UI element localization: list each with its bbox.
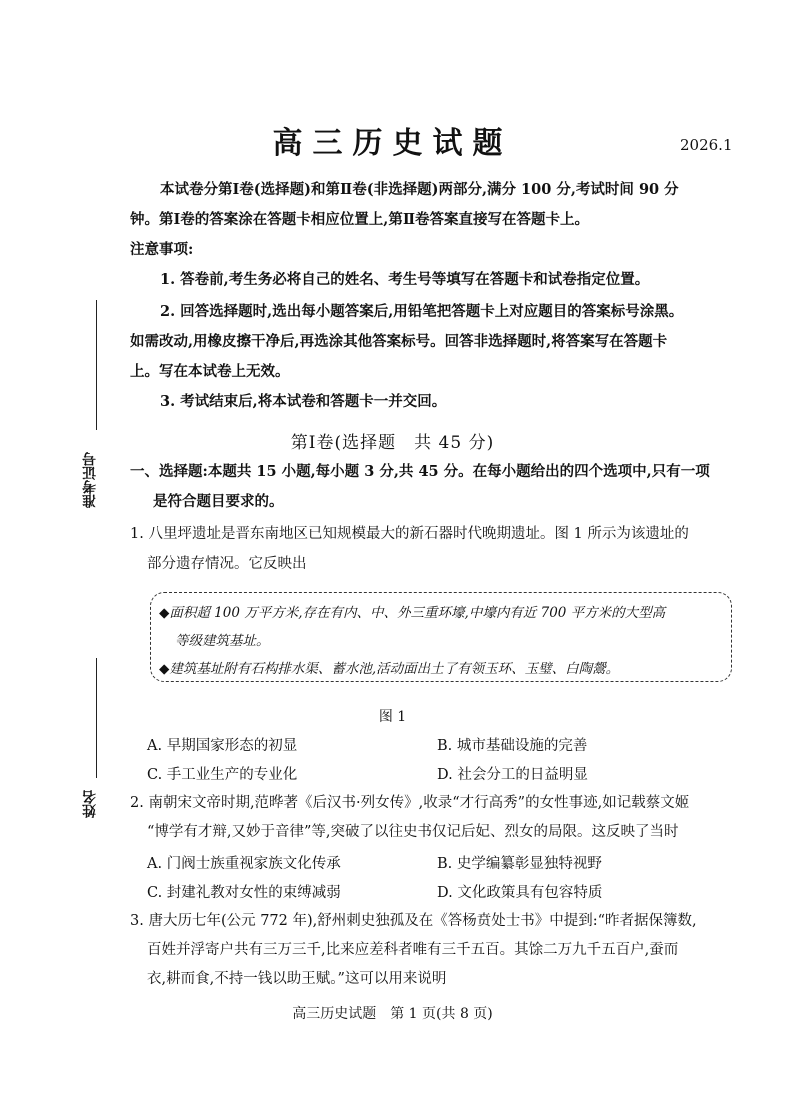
exam-date: 2026.1 bbox=[680, 136, 733, 154]
exam-no-label: 准考证号 bbox=[82, 452, 98, 508]
q3-stem-line-2: 百姓并浮寄户共有三万三千,比来应差科者唯有三千五百。其馀二万九千五百户,蚕而 bbox=[147, 942, 679, 958]
note-2-line-3: 上。写在本试卷上无效。 bbox=[130, 363, 290, 380]
q1-option-a: A. 早期国家形态的初显 bbox=[147, 738, 298, 754]
section-title: 第Ⅰ卷(选择题 共 45 分) bbox=[290, 433, 495, 453]
q1-stem-line-2: 部分遗存情况。它反映出 bbox=[147, 556, 307, 572]
note-1: 1. 答卷前,考生务必将自己的姓名、考生号等填写在答题卡和试卷指定位置。 bbox=[160, 271, 650, 288]
q1-stem-line-1: 1. 八里坪遗址是晋东南地区已知规模最大的新石器时代晚期遗址。图 1 所示为该遗址的 bbox=[130, 526, 689, 542]
q2-option-c: C. 封建礼教对女性的束缚减弱 bbox=[147, 885, 341, 901]
q2-option-d: D. 文化政策具有包容特质 bbox=[437, 885, 603, 901]
q1-box-line-3: ◆建筑基址附有石构排水渠、蓄水池,活动面出土了有领玉环、玉璧、白陶鬶。 bbox=[159, 661, 620, 677]
page-footer: 高三历史试题 第 1 页(共 8 页) bbox=[292, 1006, 493, 1022]
intro-line-1: 本试卷分第Ⅰ卷(选择题)和第Ⅱ卷(非选择题)两部分,满分 100 分,考试时间 90 分 bbox=[160, 181, 679, 198]
q3-stem-line-1: 3. 唐大历七年(公元 772 年),舒州刺史独孤及在《答杨贲处士书》中提到:“昨者据保簿数, bbox=[130, 913, 697, 929]
q1-option-d: D. 社会分工的日益明显 bbox=[437, 767, 588, 783]
q2-option-a: A. 门阀士族重视家族文化传承 bbox=[147, 856, 341, 872]
figure-caption: 图 1 bbox=[378, 709, 407, 725]
exam-no-underline bbox=[96, 300, 97, 430]
q3-stem-line-3: 衣,耕而食,不持一钱以助王赋。”这可以用来说明 bbox=[147, 971, 447, 987]
intro-line-2: 钟。第Ⅰ卷的答案涂在答题卡相应位置上,第Ⅱ卷答案直接写在答题卡上。 bbox=[130, 211, 590, 228]
q1-material-box bbox=[150, 592, 732, 682]
q2-option-b: B. 史学编纂彰显独特视野 bbox=[437, 856, 602, 872]
q1-option-b: B. 城市基础设施的完善 bbox=[437, 738, 588, 754]
q1-box-line-1: ◆面积超 100 万平方米,存在有内、中、外三重环壕,中壕内有近 700 平方米的大型高 bbox=[159, 605, 666, 621]
note-2-line-2: 如需改动,用橡皮擦干净后,再选涂其他答案标号。回答非选择题时,将答案写在答题卡 bbox=[130, 333, 668, 350]
q1-option-c: C. 手工业生产的专业化 bbox=[147, 767, 298, 783]
page-title: 高三历史试题 bbox=[272, 126, 513, 161]
name-label: 姓名 bbox=[82, 790, 98, 818]
q2-stem-line-1: 2. 南朝宋文帝时期,范晔著《后汉书·列女传》,收录“才行高秀”的女性事迹,如记载蔡文姬 bbox=[130, 795, 690, 811]
note-2-line-1: 2. 回答选择题时,选出每小题答案后,用铅笔把答题卡上对应题目的答案标号涂黑。 bbox=[160, 303, 684, 320]
section-instruction-line-2: 是符合题目要求的。 bbox=[153, 493, 284, 510]
note-3: 3. 考试结束后,将本试卷和答题卡一并交回。 bbox=[160, 393, 447, 410]
notes-title: 注意事项: bbox=[130, 241, 194, 258]
section-instruction-line-1: 一、选择题:本题共 15 小题,每小题 3 分,共 45 分。在每小题给出的四个选项中,只有一项 bbox=[130, 463, 710, 480]
q2-stem-line-2: “博学有才辩,又妙于音律”等,突破了以往史书仅记后妃、烈女的局限。这反映了当时 bbox=[147, 824, 679, 840]
q1-box-line-2: 等级建筑基址。 bbox=[175, 633, 270, 649]
